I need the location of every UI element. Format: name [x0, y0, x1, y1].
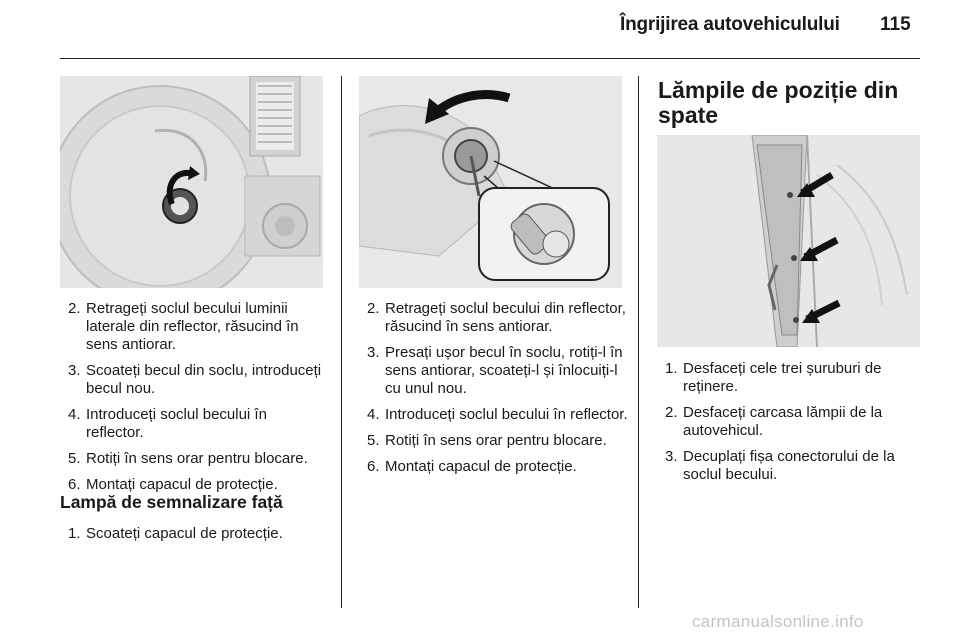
list-item: 3. Scoateți becul din soclu, introduceți becul nou. — [68, 362, 322, 397]
list-item: 4. Introduceți soclul becului în reflector. — [68, 406, 267, 441]
col3-steps — [659, 360, 921, 492]
list-item: 6. Montați capacul de protecție. — [367, 458, 577, 475]
tail-lamp-figure — [657, 135, 920, 347]
list-item: 4. Introduceți soclul becului în reflector. — [367, 406, 628, 423]
list-item: 2. Retrageți soclul becului din reflector, răsucind în sens antiorar. — [367, 300, 626, 335]
list-item: 2. Desfaceți carcasa lămpii de la autovehicul. — [665, 404, 883, 439]
headlight-bulb-figure — [60, 76, 323, 288]
page-number: 115 — [880, 14, 911, 35]
list-item: 6. Montați capacul de protecție. — [68, 476, 278, 493]
list-item: 5. Rotiți în sens orar pentru blocare. — [68, 450, 308, 467]
subheading: Lampă de semnalizare față — [60, 492, 283, 512]
list-item: 5. Rotiți în sens orar pentru blocare. — [367, 432, 607, 449]
list-item: 1. Scoateți capacul de protecție. — [68, 525, 283, 542]
header-title: Îngrijirea autovehiculului — [620, 14, 840, 35]
col1-sub-steps — [62, 525, 328, 551]
list-item: 3. Presați ușor becul în soclu, rotiți-l în sens antiorar, scoateți-l și înlocuiți-l cu unul nou. — [367, 344, 623, 397]
list-item: 1. Desfaceți cele trei șuruburi de reținere. — [665, 360, 882, 395]
watermark: carmanualsonline.info — [692, 612, 864, 631]
section-title: Lămpile de poziție din spate — [658, 77, 899, 128]
column-divider-2 — [638, 76, 639, 608]
col1-steps — [62, 300, 328, 502]
column-divider-1 — [341, 76, 342, 608]
list-item: 2. Retrageți soclul becului luminii laterale din reflector, răsucind în sens antiorar. — [68, 300, 299, 353]
list-item: 3. Decuplați fișa conectorului de la soclul becului. — [665, 448, 895, 483]
col2-steps — [361, 300, 631, 484]
header-divider — [60, 58, 920, 59]
turn-signal-bulb-figure — [359, 76, 622, 288]
